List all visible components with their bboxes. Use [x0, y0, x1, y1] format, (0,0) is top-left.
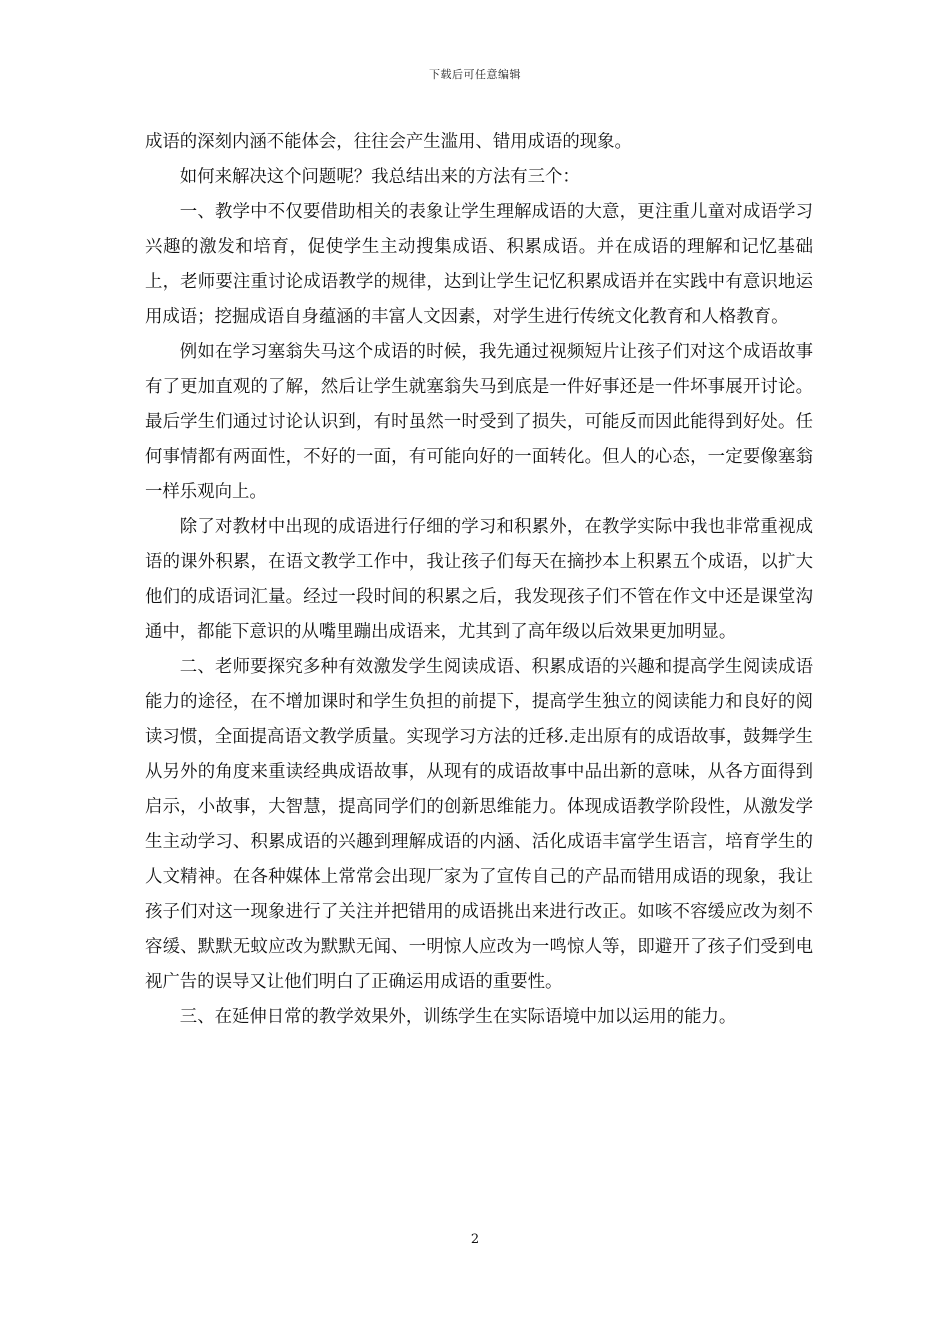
paragraph-method-three: 三、在延伸日常的教学效果外，训练学生在实际语境中加以运用的能力。	[179, 1007, 737, 1027]
paragraph-question: 如何来解决这个问题呢？我总结出来的方法有三个：	[179, 167, 580, 187]
page-number: 2	[470, 1232, 480, 1247]
document-body	[145, 125, 813, 1035]
page-header: 下载后可任意编辑	[429, 68, 521, 81]
paragraph-method-one: 一、教学中不仅要借助相关的表象让学生理解成语的大意，更注重儿童对成语学习兴趣的激发和培育，促使学生主动搜集成语、积累成语。并在成语的理解和记忆基础上，老师要注重讨论成语教学的规律，达到让学生记忆积累成语并在实践中有意识地运用成语；挖掘成语自身蕴涵的丰富人文因素，对学生进行传统文化教育和人格教育。	[145, 202, 813, 327]
paragraph-example: 例如在学习塞翁失马这个成语的时候，我先通过视频短片让孩子们对这个成语故事有了更加直观的了解，然后让学生就塞翁失马到底是一件好事还是一件坏事展开讨论。最后学生们通过讨论认识到，有时虽然一时受到了损失，可能反而因此能得到好处。任何事情都有两面性，不好的一面，有可能向好的一面转化。但人的心态，一定要像塞翁一样乐观向上。	[145, 342, 813, 502]
paragraph-accumulation: 除了对教材中出现的成语进行仔细的学习和积累外，在教学实际中我也非常重视成语的课外积累，在语文教学工作中，我让孩子们每天在摘抄本上积累五个成语，以扩大他们的成语词汇量。经过一段时间的积累之后，我发现孩子们不管在作文中还是课堂沟通中，都能下意识的从嘴里蹦出成语来，尤其到了高年级以后效果更加明显。	[145, 517, 813, 642]
paragraph-continued: 成语的深刻内涵不能体会，往往会产生滥用、错用成语的现象。	[145, 132, 632, 152]
paragraph-method-two: 二、老师要探究多种有效激发学生阅读成语、积累成语的兴趣和提高学生阅读成语能力的途径，在不增加课时和学生负担的前提下，提高学生独立的阅读能力和良好的阅读习惯，全面提高语文教学质量。实现学习方法的迁移.走出原有的成语故事，鼓舞学生从另外的角度来重读经典成语故事，从现有的成语故事中品出新的意味，从各方面得到启示，小故事，大智慧，提高同学们的创新思维能力。体现成语教学阶段性，从激发学生主动学习、积累成语的兴趣到理解成语的内涵、活化成语丰富学生语言，培育学生的人文精神。在各种媒体上常常会出现厂家为了宣传自己的产品而错用成语的现象，我让孩子们对这一现象进行了关注并把错用的成语挑出来进行改正。如咳不容缓应改为刻不容缓、默默无蚊应改为默默无闻、一明惊人应改为一鸣惊人等，即避开了孩子们受到电视广告的误导又让他们明白了正确运用成语的重要性。	[145, 657, 813, 992]
